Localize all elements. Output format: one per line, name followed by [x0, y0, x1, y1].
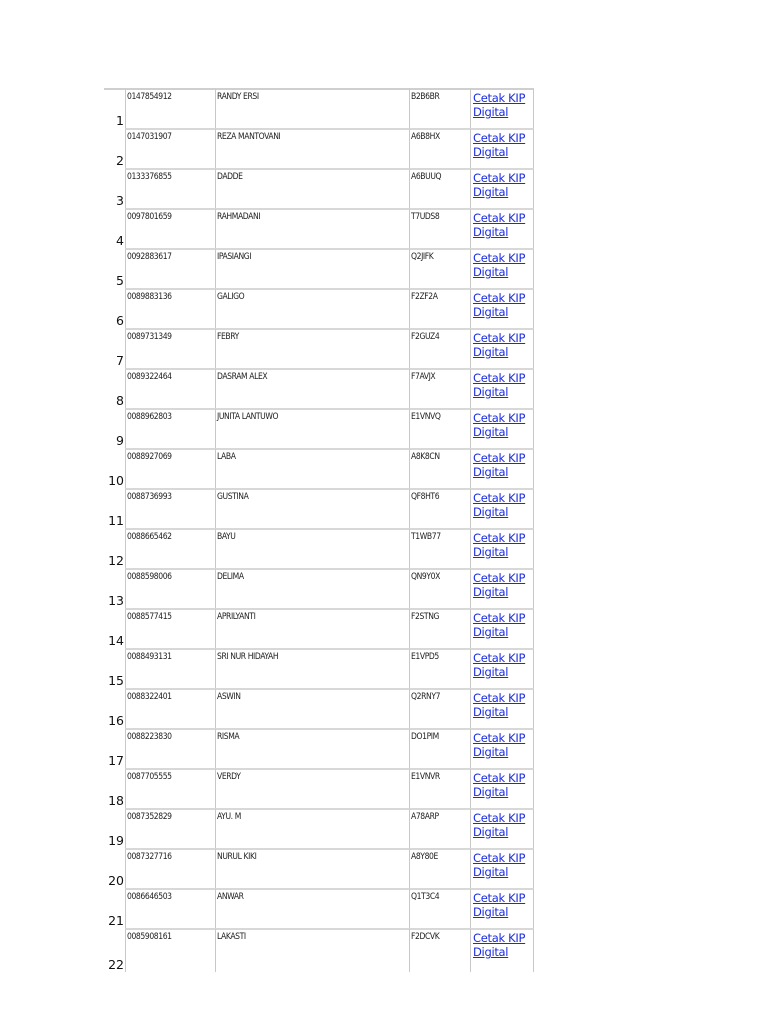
nisn-cell: 0088598006: [125, 568, 215, 608]
row-number: 3: [116, 193, 124, 208]
table-row: [104, 888, 534, 928]
print-link-cell: [470, 928, 534, 972]
nisn-cell: 0088962803: [125, 408, 215, 448]
print-link-cell: [470, 528, 534, 568]
print-link-cell: [470, 568, 534, 608]
student-name-cell: APRILYANTI: [215, 608, 409, 648]
nisn-cell: 0088665462: [125, 528, 215, 568]
print-link-cell: [470, 608, 534, 648]
print-kip-digital-link[interactable]: Cetak KIP Digital: [473, 171, 526, 199]
student-name-cell: SRI NUR HIDAYAH: [215, 648, 409, 688]
print-kip-digital-link[interactable]: Cetak KIP Digital: [473, 131, 526, 159]
nisn-cell: 0087327716: [125, 848, 215, 888]
print-kip-digital-link[interactable]: Cetak KIP Digital: [473, 331, 526, 359]
print-kip-digital-link[interactable]: Cetak KIP Digital: [473, 691, 526, 719]
student-name-cell: VERDY: [215, 768, 409, 808]
student-name-cell: IPASIANGI: [215, 248, 409, 288]
student-name-cell: RISMA: [215, 728, 409, 768]
table-row: [104, 368, 534, 408]
kip-code-cell: B2B6BR: [409, 88, 470, 128]
nisn-cell: 0088223830: [125, 728, 215, 768]
row-number: 17: [108, 753, 124, 768]
row-number: 13: [108, 593, 124, 608]
print-link-cell: [470, 728, 534, 768]
kip-code-cell: A6B8HX: [409, 128, 470, 168]
print-link-cell: [470, 88, 534, 128]
nisn-cell: 0087352829: [125, 808, 215, 848]
kip-code-cell: Q2JIFK: [409, 248, 470, 288]
row-number: 2: [116, 153, 124, 168]
nisn-cell: 0087705555: [125, 768, 215, 808]
nisn-cell: 0088927069: [125, 448, 215, 488]
nisn-cell: 0088493131: [125, 648, 215, 688]
row-number: 4: [116, 233, 124, 248]
print-kip-digital-link[interactable]: Cetak KIP Digital: [473, 531, 526, 559]
nisn-cell: 0089322464: [125, 368, 215, 408]
nisn-cell: 0092883617: [125, 248, 215, 288]
kip-code-cell: F2STNG: [409, 608, 470, 648]
kip-code-cell: F7AVJX: [409, 368, 470, 408]
student-name-cell: ASWIN: [215, 688, 409, 728]
kip-code-cell: E1VNVQ: [409, 408, 470, 448]
print-link-cell: [470, 288, 534, 328]
table-row: [104, 408, 534, 448]
print-kip-digital-link[interactable]: Cetak KIP Digital: [473, 651, 526, 679]
print-kip-digital-link[interactable]: Cetak KIP Digital: [473, 611, 526, 639]
kip-code-cell: A6BUUQ: [409, 168, 470, 208]
student-name-cell: NURUL KIKI: [215, 848, 409, 888]
print-kip-digital-link[interactable]: Cetak KIP Digital: [473, 891, 526, 919]
print-link-cell: [470, 328, 534, 368]
row-number: 14: [108, 633, 124, 648]
student-table-body: [104, 88, 534, 972]
print-link-cell: [470, 248, 534, 288]
print-link-cell: [470, 448, 534, 488]
student-name-cell: DELIMA: [215, 568, 409, 608]
nisn-cell: 0147031907: [125, 128, 215, 168]
print-link-cell: [470, 688, 534, 728]
student-name-cell: GUSTINA: [215, 488, 409, 528]
table-row: [104, 88, 534, 128]
kip-code-cell: E1VNVR: [409, 768, 470, 808]
nisn-cell: 0097801659: [125, 208, 215, 248]
student-name-cell: ANWAR: [215, 888, 409, 928]
print-link-cell: [470, 128, 534, 168]
student-name-cell: LABA: [215, 448, 409, 488]
kip-code-cell: A8Y80E: [409, 848, 470, 888]
kip-code-cell: E1VPD5: [409, 648, 470, 688]
print-kip-digital-link[interactable]: Cetak KIP Digital: [473, 91, 526, 119]
print-kip-digital-link[interactable]: Cetak KIP Digital: [473, 371, 526, 399]
nisn-cell: 0088736993: [125, 488, 215, 528]
student-name-cell: LAKASTI: [215, 928, 409, 972]
row-number: 6: [116, 313, 124, 328]
table-row: [104, 288, 534, 328]
student-name-cell: DADDE: [215, 168, 409, 208]
print-kip-digital-link[interactable]: Cetak KIP Digital: [473, 931, 526, 959]
student-list-sheet: [104, 88, 528, 972]
print-kip-digital-link[interactable]: Cetak KIP Digital: [473, 251, 526, 279]
table-row: [104, 128, 534, 168]
table-row: [104, 448, 534, 488]
print-link-cell: [470, 208, 534, 248]
row-number: 15: [108, 673, 124, 688]
row-number: 1: [104, 88, 125, 128]
row-number: 8: [116, 393, 124, 408]
row-number: 21: [108, 913, 124, 928]
student-name-cell: FEBRY: [215, 328, 409, 368]
kip-code-cell: T7UDS8: [409, 208, 470, 248]
print-link-cell: [470, 648, 534, 688]
row-number: 18: [108, 793, 124, 808]
kip-code-cell: Q2RNY7: [409, 688, 470, 728]
student-name-cell: RANDY ERSI: [215, 88, 409, 128]
table-row: [104, 648, 534, 688]
kip-code-cell: F2ZF2A: [409, 288, 470, 328]
kip-code-cell: T1WB77: [409, 528, 470, 568]
kip-code-cell: A8K8CN: [409, 448, 470, 488]
student-name-cell: BAYU: [215, 528, 409, 568]
print-link-cell: [470, 168, 534, 208]
row-number: 7: [116, 353, 124, 368]
print-kip-digital-link[interactable]: Cetak KIP Digital: [473, 571, 526, 599]
row-number: 16: [108, 713, 124, 728]
print-kip-digital-link[interactable]: Cetak KIP Digital: [473, 491, 526, 519]
kip-code-cell: F2DCVK: [409, 928, 470, 972]
student-name-cell: REZA MANTOVANI: [215, 128, 409, 168]
print-link-cell: [470, 888, 534, 928]
nisn-cell: 0086646503: [125, 888, 215, 928]
table-row: [104, 328, 534, 368]
nisn-cell: 0088322401: [125, 688, 215, 728]
print-kip-digital-link[interactable]: Cetak KIP Digital: [473, 451, 526, 479]
row-number: 5: [116, 273, 124, 288]
nisn-cell: 0088577415: [125, 608, 215, 648]
row-number: 9: [116, 433, 124, 448]
kip-code-cell: QF8HT6: [409, 488, 470, 528]
nisn-cell: 0085908161: [125, 928, 215, 972]
row-number: 12: [108, 553, 124, 568]
row-number: 22: [108, 957, 124, 972]
kip-code-cell: F2GUZ4: [409, 328, 470, 368]
table-row: [104, 928, 534, 972]
row-number: 10: [108, 473, 124, 488]
print-link-cell: [470, 408, 534, 448]
kip-code-cell: A78ARP: [409, 808, 470, 848]
table-row: [104, 488, 534, 528]
row-number: 11: [108, 513, 124, 528]
student-name-cell: RAHMADANI: [215, 208, 409, 248]
nisn-cell: 0133376855: [125, 168, 215, 208]
student-name-cell: AYU. M: [215, 808, 409, 848]
print-link-cell: [470, 848, 534, 888]
table-row: [104, 728, 534, 768]
nisn-cell: 0147854912: [125, 88, 215, 128]
kip-code-cell: DO1PIM: [409, 728, 470, 768]
print-kip-digital-link[interactable]: Cetak KIP Digital: [473, 211, 526, 239]
table-row: [104, 808, 534, 848]
table-row: [104, 688, 534, 728]
print-link-cell: [470, 768, 534, 808]
print-kip-digital-link[interactable]: Cetak KIP Digital: [473, 771, 526, 799]
print-kip-digital-link[interactable]: Cetak KIP Digital: [473, 851, 526, 879]
kip-code-cell: QN9Y0X: [409, 568, 470, 608]
table-row: [104, 848, 534, 888]
table-row: [104, 168, 534, 208]
kip-code-cell: Q1T3C4: [409, 888, 470, 928]
nisn-cell: 0089731349: [125, 328, 215, 368]
table-row: [104, 768, 534, 808]
print-kip-digital-link[interactable]: Cetak KIP Digital: [473, 411, 526, 439]
table-row: [104, 528, 534, 568]
table-row: [104, 608, 534, 648]
student-name-cell: JUNITA LANTUWO: [215, 408, 409, 448]
print-link-cell: [470, 808, 534, 848]
nisn-cell: 0089883136: [125, 288, 215, 328]
print-kip-digital-link[interactable]: Cetak KIP Digital: [473, 811, 526, 839]
student-name-cell: GALIGO: [215, 288, 409, 328]
print-kip-digital-link[interactable]: Cetak KIP Digital: [473, 291, 526, 319]
table-row: [104, 568, 534, 608]
print-link-cell: [470, 488, 534, 528]
print-link-cell: [470, 368, 534, 408]
student-name-cell: DASRAM ALEX: [215, 368, 409, 408]
row-number: 20: [108, 873, 124, 888]
student-table: [104, 88, 534, 972]
row-number: 19: [108, 833, 124, 848]
table-row: [104, 248, 534, 288]
table-row: [104, 208, 534, 248]
print-kip-digital-link[interactable]: Cetak KIP Digital: [473, 731, 526, 759]
